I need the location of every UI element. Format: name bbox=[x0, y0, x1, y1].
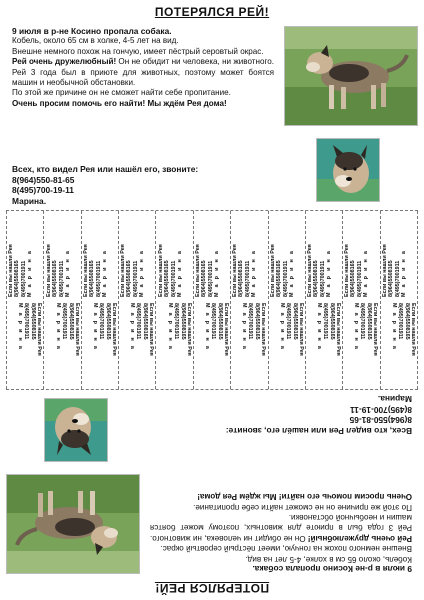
tear-off-tab[interactable] bbox=[305, 301, 342, 389]
tab-line-1: Если вы нашли Рея bbox=[344, 244, 351, 297]
tab-line-1: Если вы нашли Рея bbox=[45, 244, 52, 297]
flyer-body bbox=[150, 491, 412, 574]
flyer-bottom-half-inverted bbox=[0, 300, 424, 600]
tab-line-3: 8(495)7001911 bbox=[20, 260, 27, 297]
tab-line-2: 8(964)5508165 bbox=[216, 303, 223, 340]
tab-line-1: Если вы нашли Рея bbox=[335, 303, 342, 356]
tab-line-2: 8(964)5508165 bbox=[89, 260, 96, 297]
tab-line-3: 8(495)7001911 bbox=[60, 303, 67, 340]
tear-off-tab[interactable] bbox=[268, 301, 305, 389]
dog-photo-small bbox=[44, 398, 108, 462]
tab-line-2: 8(964)5508165 bbox=[253, 303, 260, 340]
tear-off-tab[interactable] bbox=[342, 301, 379, 389]
flyer-plea: Очень просим помочь его найти! Мы ждём Рея дома! bbox=[12, 98, 227, 108]
tab-line-4: М а р и н а bbox=[129, 303, 136, 351]
tear-off-tab[interactable] bbox=[230, 301, 267, 389]
flyer-body bbox=[12, 26, 274, 109]
tear-off-tab[interactable] bbox=[343, 211, 380, 299]
tab-line-1: Если вы нашли Рея bbox=[260, 303, 267, 356]
tab-line-4: М а р и н а bbox=[288, 249, 295, 297]
tab-line-1: Если вы нашли Рея bbox=[73, 303, 80, 356]
tab-line-1: Если вы нашли Рея bbox=[157, 244, 164, 297]
tear-off-tab[interactable] bbox=[380, 301, 418, 389]
tab-line-1: Если вы нашли Рея bbox=[297, 303, 304, 356]
tab-line-4: М а р и н а bbox=[315, 303, 322, 351]
tab-line-1: Если вы нашли Рея bbox=[185, 303, 192, 356]
tab-line-3: 8(495)7001911 bbox=[135, 303, 142, 340]
tear-off-tab[interactable] bbox=[155, 301, 192, 389]
tab-line-2: 8(964)5508165 bbox=[67, 303, 74, 340]
flyer-paragraph-1 bbox=[150, 512, 412, 543]
tab-line-3: 8(495)7001911 bbox=[284, 303, 291, 340]
tab-line-3: 8(495)7001911 bbox=[58, 260, 65, 297]
tab-line-2: 8(964)5508165 bbox=[14, 260, 21, 297]
tear-off-tab[interactable] bbox=[6, 211, 44, 299]
flyer-friendly: Рей очень дружелюбный! bbox=[12, 57, 117, 67]
tab-line-4: М а р и н а bbox=[27, 249, 34, 297]
tab-line-4: М а р и н а bbox=[363, 249, 370, 297]
flyer-para-1-text: Он не обидит ни человека, ни животного. Рей 3 года был в приюте для животных, поэтому может боятся машин и необычной обстановки. bbox=[12, 57, 274, 88]
flyer-line-1: Кобель, около 65 см в холке, 4-5 лет на вид. bbox=[12, 36, 179, 46]
tab-line-4: М а р и н а bbox=[241, 303, 248, 351]
tab-line-4: М а р и н а bbox=[390, 303, 397, 351]
flyer-contact bbox=[152, 394, 412, 436]
tab-line-2: 8(964)5508165 bbox=[291, 303, 298, 340]
tab-line-2: 8(964)5508165 bbox=[238, 260, 245, 297]
tab-line-2: 8(964)5508165 bbox=[313, 260, 320, 297]
tab-line-3: 8(495)7001911 bbox=[322, 303, 329, 340]
tab-line-3: 8(495)7001911 bbox=[282, 260, 289, 297]
tear-off-tabs bbox=[6, 301, 418, 390]
tab-line-3: 8(495)7001911 bbox=[23, 303, 30, 340]
tab-line-2: 8(964)5508165 bbox=[366, 303, 373, 340]
tear-off-tab[interactable] bbox=[306, 211, 343, 299]
tab-line-1: Если вы нашли Рея bbox=[232, 244, 239, 297]
tab-line-2: 8(964)5508165 bbox=[403, 303, 410, 340]
tab-line-3: 8(495)7001911 bbox=[95, 260, 102, 297]
tab-line-1: Если вы нашли Рея bbox=[372, 303, 379, 356]
tear-off-tab[interactable] bbox=[381, 211, 418, 299]
tear-off-tab[interactable] bbox=[82, 211, 119, 299]
tab-line-3: 8(495)7001911 bbox=[210, 303, 217, 340]
flyer-line-1: Кобель, около 65 см в холке, 4-5 лет на вид. bbox=[245, 554, 412, 564]
tab-line-3: 8(495)7001911 bbox=[207, 260, 214, 297]
tab-line-2: 8(964)5508165 bbox=[350, 260, 357, 297]
tab-line-3: 8(495)7001911 bbox=[357, 260, 364, 297]
tab-line-1: Если вы нашли Рея bbox=[223, 303, 230, 356]
tab-line-3: 8(495)7001911 bbox=[245, 260, 252, 297]
tab-line-3: 8(495)7001911 bbox=[247, 303, 254, 340]
tear-off-tab[interactable] bbox=[6, 301, 43, 389]
tear-off-tab[interactable] bbox=[194, 211, 231, 299]
tab-line-4: М а р и н а bbox=[54, 303, 61, 351]
tab-line-3: 8(495)7001911 bbox=[133, 260, 140, 297]
tab-line-3: 8(495)7001911 bbox=[319, 260, 326, 297]
tear-off-tab[interactable] bbox=[119, 211, 156, 299]
flyer-friendly: Рей очень дружелюбный! bbox=[307, 533, 412, 543]
contact-name: Марина. bbox=[377, 394, 412, 405]
tab-line-3: 8(495)7001911 bbox=[394, 260, 401, 297]
tear-off-tab[interactable] bbox=[193, 301, 230, 389]
tab-line-4: М а р и н а bbox=[17, 303, 24, 351]
tab-line-1: Если вы нашли Рея bbox=[409, 303, 416, 356]
flyer-line-2: Внешне немного похож на гончую, имеет пёстрый серовтый окрас. bbox=[12, 46, 264, 56]
tab-line-1: Если вы нашли Рея bbox=[82, 244, 89, 297]
tab-line-4: М а р и н а bbox=[214, 249, 221, 297]
flyer-headline: 9 июля в р-не Косино пропала собака. bbox=[252, 564, 412, 574]
tab-line-3: 8(495)7001911 bbox=[397, 303, 404, 340]
tab-line-4: М а р и н а bbox=[278, 303, 285, 351]
tab-line-2: 8(964)5508165 bbox=[388, 260, 395, 297]
tab-line-1: Если вы нашли Рея bbox=[120, 244, 127, 297]
tab-line-2: 8(964)5508165 bbox=[141, 303, 148, 340]
flyer-paragraph-2: По этой же причине он не сможет найти себе пропитание. bbox=[193, 502, 412, 512]
tab-line-3: 8(495)7001911 bbox=[172, 303, 179, 340]
tear-off-tab[interactable] bbox=[269, 211, 306, 299]
flyer-title: ПОТЕРЯЛСЯ РЕЙ! bbox=[154, 581, 270, 595]
tab-line-4: М а р и н а bbox=[176, 249, 183, 297]
tear-off-tab[interactable] bbox=[231, 211, 268, 299]
tab-line-2: 8(964)5508165 bbox=[179, 303, 186, 340]
tab-line-4: М а р и н а bbox=[64, 249, 71, 297]
contact-phone-1: 8(964)550-81-65 bbox=[12, 174, 75, 185]
tab-line-4: М а р и н а bbox=[139, 249, 146, 297]
tab-line-1: Если вы нашли Рея bbox=[194, 244, 201, 297]
tab-line-2: 8(964)5508165 bbox=[104, 303, 111, 340]
tab-line-4: М а р и н а bbox=[166, 303, 173, 351]
flyer-plea: Очень просим помочь его найти! Мы ждём Рея дома! bbox=[197, 492, 412, 502]
dog-photo-large bbox=[284, 26, 418, 126]
tab-line-1: Если вы нашли Рея bbox=[307, 244, 314, 297]
tab-line-2: 8(964)5508165 bbox=[164, 260, 171, 297]
flyer-headline: 9 июля в р-не Косино пропала собака. bbox=[12, 26, 172, 36]
tab-line-2: 8(964)5508165 bbox=[51, 260, 58, 297]
flyer-contact bbox=[12, 164, 272, 206]
contact-intro: Всех, кто видел Рея или нашёл его, звоните: bbox=[12, 164, 199, 174]
contact-phone-2: 8(495)700-19-11 bbox=[12, 185, 74, 196]
tab-line-3: 8(495)7001911 bbox=[359, 303, 366, 340]
tab-line-1: Если вы нашли Рея bbox=[8, 244, 15, 297]
flyer-line-2: Внешне немного похож на гончую, имеет пёстрый серовтый окрас. bbox=[160, 544, 412, 554]
tab-line-2: 8(964)5508165 bbox=[126, 260, 133, 297]
contact-intro: Всех, кто видел Рея или нашёл его, звоните: bbox=[225, 426, 412, 436]
tear-off-tab[interactable] bbox=[118, 301, 155, 389]
tab-line-4: М а р и н а bbox=[251, 249, 258, 297]
tab-line-3: 8(495)7001911 bbox=[170, 260, 177, 297]
tab-line-4: М а р и н а bbox=[400, 249, 407, 297]
contact-phone-1: 8(964)550-81-65 bbox=[349, 415, 412, 426]
tab-line-2: 8(964)5508165 bbox=[328, 303, 335, 340]
tab-line-1: Если вы нашли Рея bbox=[148, 303, 155, 356]
tab-line-2: 8(964)5508165 bbox=[29, 303, 36, 340]
tear-off-tab[interactable] bbox=[44, 211, 81, 299]
tab-line-1: Если вы нашли Рея bbox=[110, 303, 117, 356]
dog-photo-small bbox=[316, 138, 380, 202]
dog-photo-large bbox=[6, 474, 140, 574]
tab-line-2: 8(964)5508165 bbox=[276, 260, 283, 297]
flyer-paragraph-2: По этой же причине он не сможет найти себе пропитание. bbox=[12, 88, 231, 98]
contact-phone-2: 8(495)700-19-11 bbox=[350, 404, 412, 415]
flyer-title: ПОТЕРЯЛСЯ РЕЙ! bbox=[154, 5, 270, 19]
tear-off-tab[interactable] bbox=[43, 301, 80, 389]
tab-line-4: М а р и н а bbox=[102, 249, 109, 297]
tab-line-2: 8(964)5508165 bbox=[201, 260, 208, 297]
tear-off-tab[interactable] bbox=[81, 301, 118, 389]
tear-off-tab[interactable] bbox=[156, 211, 193, 299]
tab-line-4: М а р и н а bbox=[91, 303, 98, 351]
flyer-para-1-text: Он не обидит ни человека, ни животного. Рей 3 года был в приюте для животных, поэтому может боятся машин и необычной обстановки. bbox=[150, 512, 412, 543]
tab-line-3: 8(495)7001911 bbox=[98, 303, 105, 340]
tab-line-4: М а р и н а bbox=[203, 303, 210, 351]
tab-line-1: Если вы нашли Рея bbox=[36, 303, 43, 356]
flyer-paragraph-1 bbox=[12, 57, 274, 88]
tab-line-1: Если вы нашли Рея bbox=[381, 244, 388, 297]
contact-name: Марина. bbox=[12, 195, 47, 206]
tab-line-4: М а р и н а bbox=[326, 249, 333, 297]
tear-off-tabs bbox=[6, 210, 418, 299]
tab-line-4: М а р и н а bbox=[353, 303, 360, 351]
tab-line-1: Если вы нашли Рея bbox=[269, 244, 276, 297]
